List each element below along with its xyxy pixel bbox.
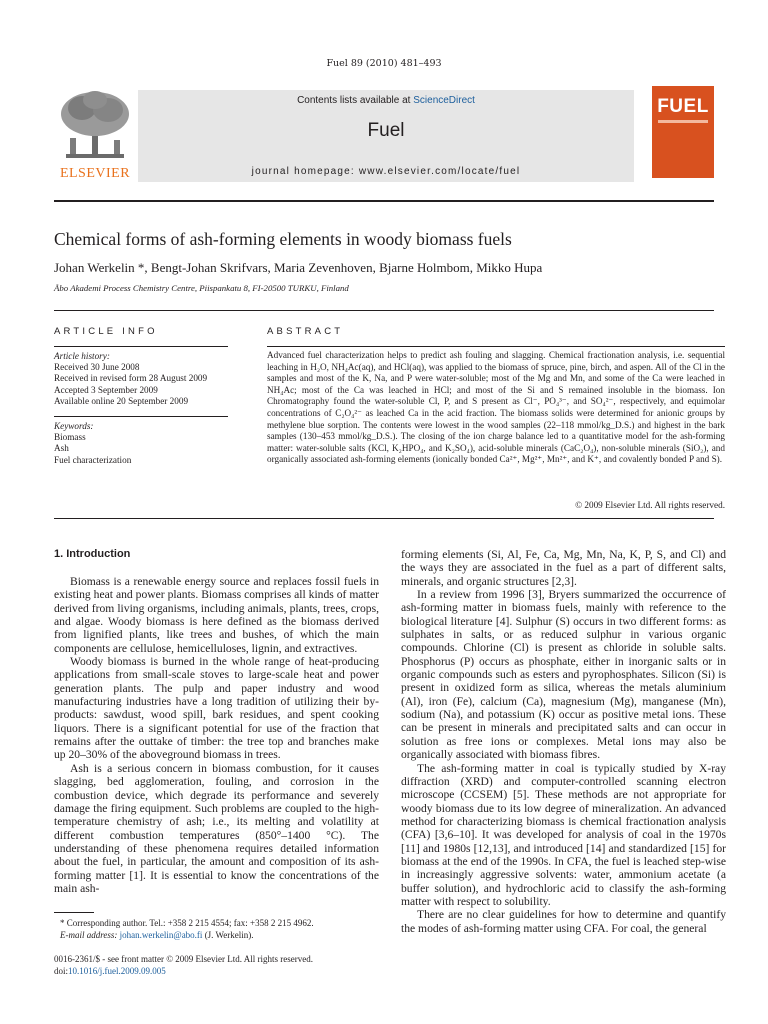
- intro-paragraph: Ash is a serious concern in biomass combustion, for it causes slagging, bed agglomeration, fouling, and corrosion in the combustion device, which degrade its performance and severely damage the firing equipment. Such problems are coupled to the high-temperature chemistry of ash; i.e., its melting and volatility at different combustion temperatures (850°–1400 °C). The understanding of these phenomena requires detailed information about the fuel, in particular, the amount and composition of its ash-forming matter [1]. It is essential to know the concentrations of the main ash-: [54, 761, 379, 895]
- cover-title: FUEL: [657, 96, 709, 117]
- email-suffix: (J. Werkelin).: [202, 929, 254, 940]
- contents-prefix: Contents lists available at: [297, 95, 414, 106]
- email-line: [60, 930, 390, 942]
- affiliation: Åbo Akademi Process Chemistry Centre, Piispankatu 8, FI-20500 TURKU, Finland: [54, 283, 349, 293]
- intro-paragraph: The ash-forming matter in coal is typically studied by X-ray diffraction (XRD) and computer-controlled scanning electron microscope (CCSEM) [5]. These methods are not appropriate for woody biomass due to its low degree of mineralization. An advanced method for characterizing biomass is chemical fractionation analysis (CFA) [3,6–10]. It was developed for analysis of coal in the 1970s [11] and 1980s [12,13], and introduced [14] and standardized [15] for biomass at the end of the 1990s. In CFA, the fuel is leached step-wise in increasingly aggressive solvents: water, ammonium acetate (a buffer solution), and hydrochloric acid to classify the ash-forming matter with respect to solubility.: [401, 761, 726, 908]
- issn-line: 0016-2361/$ - see front matter © 2009 Elsevier Ltd. All rights reserved.: [54, 954, 314, 964]
- history-revised: Received in revised form 28 August 2009: [54, 373, 208, 384]
- issn-block: [54, 954, 454, 977]
- right-column: [401, 548, 726, 935]
- keyword-item: Ash: [54, 443, 69, 454]
- doi-line: [54, 966, 454, 978]
- sciencedirect-link[interactable]: ScienceDirect: [413, 95, 475, 106]
- corresponding-author: * Corresponding author. Tel.: +358 2 215 4554; fax: +358 2 215 4962.: [60, 918, 314, 928]
- intro-paragraph: Biomass is a renewable energy source and replaces fossil fuels in existing heat and power plants. Biomass comprises all kinds of matter derived from living organisms, including animals, plants, trees, crops, and algae. Woody biomass is here defined as the biomass derived from lignified plants, like trees and bushes, of which the main components are cellulose, hemicelluloses, lignin, and extractives.: [54, 575, 379, 655]
- keyword-item: Fuel characterization: [54, 454, 132, 465]
- title-rule: [54, 310, 714, 311]
- contents-line: [138, 95, 634, 106]
- journal-title: Fuel: [367, 120, 405, 141]
- intro-paragraph: In a review from 1996 [3], Bryers summarized the occurrence of ash-forming matter in biomass fuels, mainly with reference to the biological literature [4]. Sulphur (S) occurs in two different forms: as sulphates in salts, or as reduced sulphur in various organic compounds. Chlorine (Cl) is present as chloride in soluble salts. Phosphorus (P) occurs as phosphate, either in inorganic salts or in organic compounds such as esters and pyrophosphates. Silicon (Si) is present in oxidized form as silica, whereas the metals aluminium (Al), iron (Fe), calcium (Ca), magnesium (Mg), manganese (Mn), sodium (Na), and potassium (K) occur as positive metal ions. These can be present in minerals and precipitated salts and can occur in solution as free ions or complexes. Metal ions may also be organically associated with biomass fibres.: [401, 588, 726, 762]
- abstract-rule: [267, 346, 725, 347]
- elsevier-wordmark: ELSEVIER: [59, 166, 131, 181]
- history-received: Received 30 June 2008: [54, 362, 140, 373]
- abstract-text: Advanced fuel characterization helps to predict ash fouling and slagging. Chemical fractionation analysis, i.e. sequential leaching in H₂O, NH₄Ac(aq), and HCl(aq), was applied to the biomass of spruce, pine, birch, and aspen. All of the Cl in the samples and most of the K, Na, and P were water-soluble; most of the Mg and Mn, and some of the Ca were leached in NH₄Ac; most of the Ca was leached in HCl; and most of the Si and S remained insoluble in the biomass. Ion Chromatography found the water-soluble Cl, P, and S present as Cl⁻, PO₄³⁻, and SO₄²⁻, respectively, and equimolar concentrations of C₂O₄²⁻ as leached Ca in the acid fraction. The biomass solids were determined for anionic groups by methylene blue sorption. The contents were lowest in the wood samples (22–118 mmol/kg_D.S.) and highest in the bark samples (130–453 mmol/kg_D.S.). The closing of the ion charge balance led to a quantitative model for the ash-forming matter: water-soluble salts (KCl, K₂HPO₄, and K₂SO₄), acid-soluble minerals (CaC₂O₄), non-soluble minerals (SiO₂), and organically associated ash-forming elements (ionically bonded Ca²⁺, Mg²⁺, Mn²⁺, and K⁺, and covalently bonded P and S).: [267, 350, 725, 465]
- corresponding-footnote: [60, 918, 390, 941]
- doi-prefix: doi:: [54, 965, 69, 976]
- abstract-copyright: © 2009 Elsevier Ltd. All rights reserved.: [575, 500, 725, 510]
- keywords-label: Keywords:: [54, 421, 94, 431]
- article-info-rule: [54, 346, 228, 347]
- history-online: Available online 20 September 2009: [54, 395, 189, 406]
- doi-link[interactable]: 10.1016/j.fuel.2009.09.005: [68, 965, 166, 976]
- abstract-heading: ABSTRACT: [267, 326, 344, 337]
- author-list: Johan Werkelin *, Bengt-Johan Skrifvars, Maria Zevenhoven, Bjarne Holmbom, Mikko Hupa: [54, 260, 543, 275]
- intro-paragraph: forming elements (Si, Al, Fe, Ca, Mg, Mn, Na, K, P, S, and Cl) and the ways they are associated in the fuel as a part of different salts, minerals, and organic structures [2,3].: [401, 548, 726, 588]
- left-column: [54, 575, 379, 895]
- intro-paragraph: There are no clear guidelines for how to determine and quantify the modes of ash-forming matter using CFA. For coal, the general: [401, 908, 726, 935]
- journal-homepage[interactable]: journal homepage: www.elsevier.com/locate/fuel: [251, 166, 521, 177]
- history-label: Article history:: [54, 351, 110, 361]
- intro-paragraph: Woody biomass is burned in the whole range of heat-producing applications from small-scale stoves to large-scale heat and power generation plants. The pulp and paper industry and wood manufacturing industries have a long tradition of utilizing their by-products: sawdust, wood spill, bark residues, and spent cooking liquors. There is a significant potential for use of the fraction that remains after the outtake of timber: the tree top and branches make up 20–30% of the aboveground biomass in trees.: [54, 655, 379, 762]
- journal-citation: Fuel 89 (2010) 481–493: [326, 58, 442, 69]
- footnote-rule: [54, 912, 94, 913]
- abstract-bottom-rule: [54, 518, 714, 519]
- history-accepted: Accepted 3 September 2009: [54, 384, 158, 395]
- article-info-heading: ARTICLE INFO: [54, 326, 158, 337]
- header-rule: [54, 200, 714, 202]
- email-link[interactable]: johan.werkelin@abo.fi: [119, 929, 203, 940]
- keywords-rule: [54, 416, 228, 417]
- keyword-item: Biomass: [54, 432, 86, 443]
- section-heading-introduction: 1. Introduction: [54, 548, 131, 560]
- cover-stripe: [658, 120, 708, 123]
- email-label: E-mail address:: [60, 929, 120, 940]
- keywords-block: [54, 421, 234, 466]
- article-title: Chemical forms of ash-forming elements in woody biomass fuels: [54, 229, 512, 249]
- article-history: [54, 351, 234, 407]
